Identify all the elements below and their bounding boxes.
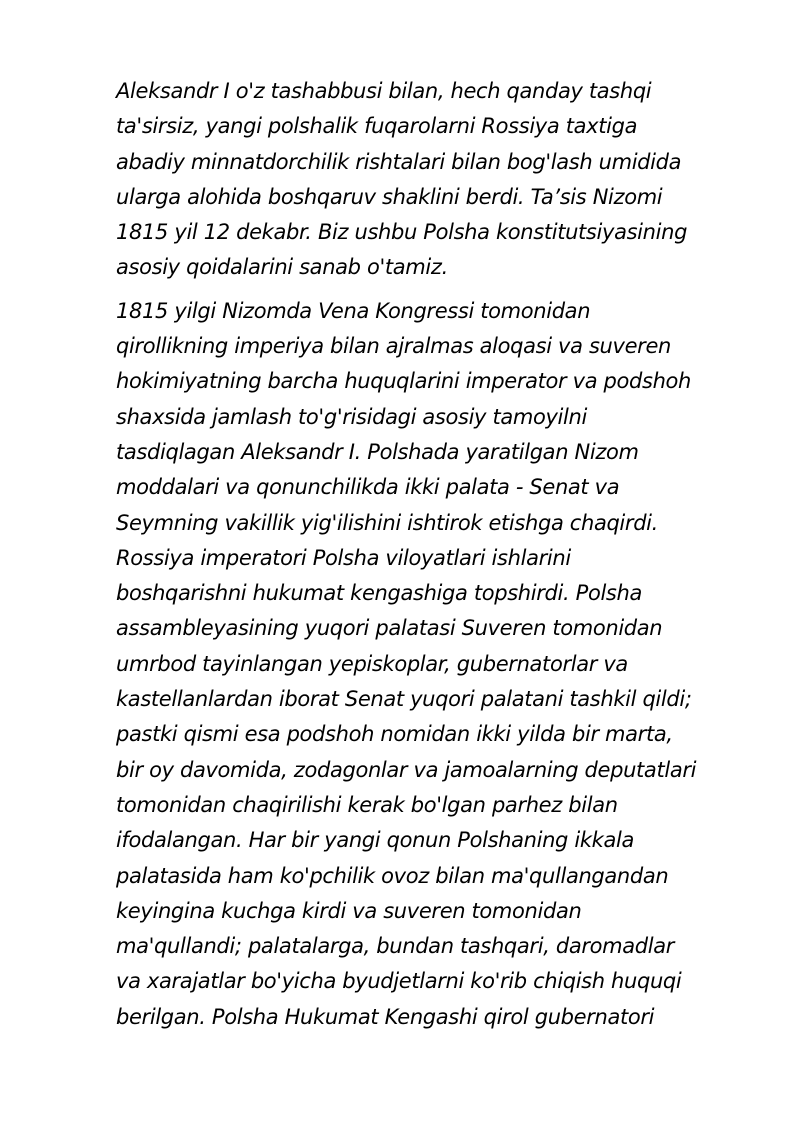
- paragraph-body: [116, 294, 756, 1035]
- text-line: ularga alohida boshqaruv shaklini berdi. Ta’sis Nizomi: [116, 184, 663, 209]
- text-line: kastellanlardan iborat Senat yuqori palatani tashkil qildi;: [116, 687, 692, 712]
- text-line: keyingina kuchga kirdi va suveren tomonidan: [116, 898, 582, 923]
- text-line: ta'sirsiz, yangi polshalik fuqarolarni Rossiya taxtiga: [116, 114, 638, 139]
- text-line: umrbod tayinlangan yepiskoplar, gubernatorlar va: [116, 651, 628, 676]
- text-line: tomonidan chaqirilishi kerak bo'lgan parhez bilan: [116, 792, 618, 817]
- text-line: boshqarishni hukumat kengashiga topshirdi. Polsha: [116, 581, 642, 606]
- text-line: asosiy qoidalarini sanab o'tamiz.: [116, 255, 448, 280]
- text-line: moddalari va qonunchilikda ikki palata - Senat va: [116, 475, 620, 500]
- paragraph-intro: [116, 74, 756, 286]
- text-line: Seymning vakillik yig'ilishini ishtirok etishga chaqirdi.: [116, 510, 658, 535]
- text-line: ifodalangan. Har bir yangi qonun Polshaning ikkala: [116, 828, 634, 853]
- text-line: 1815 yil 12 dekabr. Biz ushbu Polsha konstitutsiyasining: [116, 220, 688, 245]
- text-line: ma'qullandi; palatalarga, bundan tashqari, daromadlar: [116, 934, 675, 959]
- text-line: bir oy davomida, zodagonlar va jamoalarning deputatlari: [116, 757, 697, 782]
- text-line: va xarajatlar bo'yicha byudjetlarni ko'rib chiqish huquqi: [116, 969, 682, 994]
- text-line: tasdiqlagan Aleksandr I. Polshada yaratilgan Nizom: [116, 439, 639, 464]
- text-line: abadiy minnatdorchilik rishtalari bilan bog'lash umidida: [116, 149, 682, 174]
- text-line: palatasida ham ko'pchilik ovoz bilan ma'qullangandan: [116, 863, 669, 888]
- text-line: Aleksandr I o'z tashabbusi bilan, hech qanday tashqi: [116, 79, 652, 103]
- text-line: pastki qismi esa podshoh nomidan ikki yilda bir marta,: [116, 722, 673, 747]
- document-page: [116, 74, 756, 1035]
- text-line: 1815 yilgi Nizomda Vena Kongressi tomonidan: [116, 298, 591, 323]
- text-line: assambleyasining yuqori palatasi Suveren tomonidan: [116, 616, 663, 641]
- text-line: berilgan. Polsha Hukumat Kengashi qirol gubernatori: [116, 1004, 655, 1029]
- text-line: Rossiya imperatori Polsha viloyatlari ishlarini: [116, 545, 571, 570]
- text-line: qirollikning imperiya bilan ajralmas aloqasi va suveren: [116, 334, 671, 359]
- text-line: hokimiyatning barcha huquqlarini imperator va podshoh: [116, 369, 692, 394]
- text-line: shaxsida jamlash to'g'risidagi asosiy tamoyilni: [116, 404, 587, 429]
